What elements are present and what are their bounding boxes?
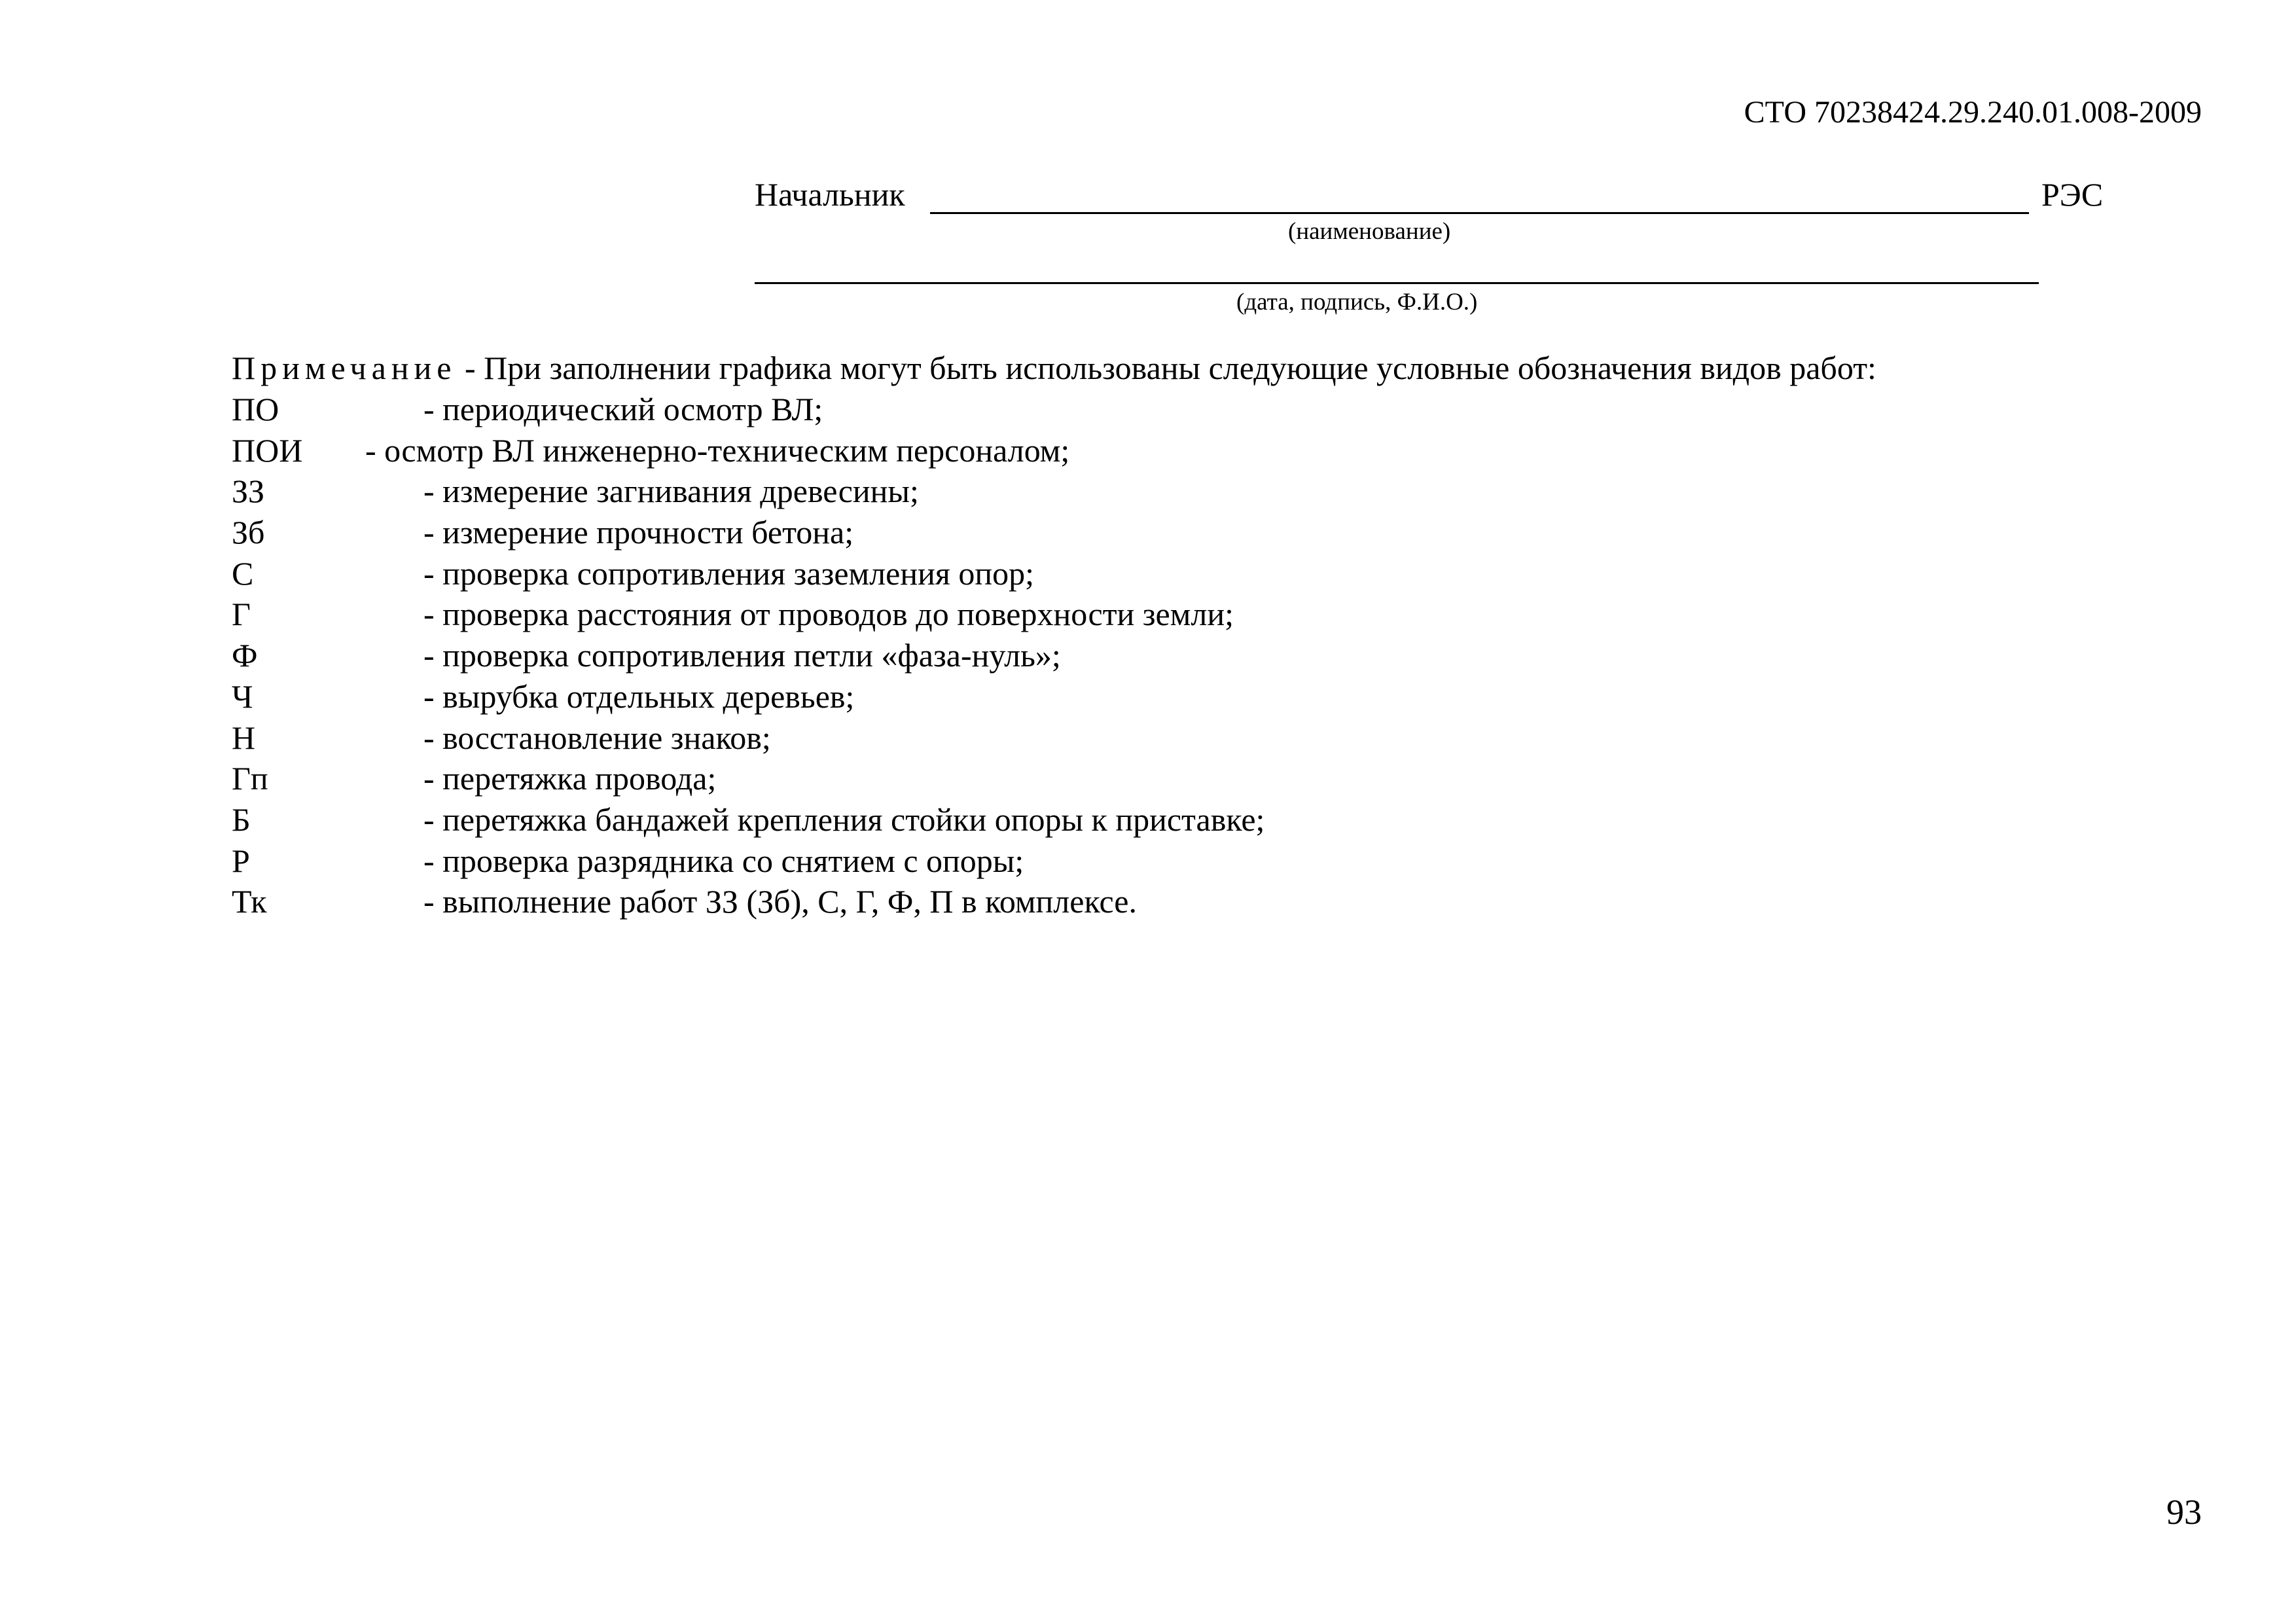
legend-description: - вырубка отдельных деревьев; xyxy=(423,677,855,715)
name-caption: (наименование) xyxy=(1288,218,1451,245)
signature-blank-line xyxy=(755,282,2039,284)
legend-code: Б xyxy=(232,801,251,838)
legend-code: Зб xyxy=(232,514,265,551)
legend-description: - перетяжка бандажей крепления стойки опоры к приставке; xyxy=(423,801,1265,838)
legend-code: Н xyxy=(232,719,256,756)
legend-item xyxy=(232,721,2130,763)
chief-signature-row xyxy=(755,178,2109,217)
work-type-legend xyxy=(232,393,2130,926)
legend-description: - измерение загнивания древесины; xyxy=(423,473,919,510)
legend-code: Тк xyxy=(232,883,267,920)
legend-code: ПО xyxy=(232,391,279,427)
res-label: РЭС xyxy=(2041,176,2104,213)
legend-item xyxy=(232,762,2130,803)
legend-code: Гп xyxy=(232,760,268,797)
document-code: СТО 70238424.29.240.01.008-2009 xyxy=(1744,95,2202,130)
legend-item xyxy=(232,677,2130,721)
legend-description: - осмотр ВЛ инженерно-техническим персоналом; xyxy=(365,431,1070,469)
legend-code: Р xyxy=(232,842,250,879)
legend-item xyxy=(232,844,2130,886)
legend-code: ЗЗ xyxy=(232,473,265,510)
legend-item xyxy=(232,516,2130,557)
legend-item xyxy=(232,639,2130,680)
legend-description: - выполнение работ ЗЗ (Зб), С, Г, Ф, П в комплексе. xyxy=(423,883,1137,920)
legend-code: Г xyxy=(232,596,251,633)
legend-description: - периодический осмотр ВЛ; xyxy=(423,391,823,427)
legend-code: С xyxy=(232,554,254,592)
res-name-blank-line xyxy=(930,212,2029,214)
legend-item xyxy=(232,803,2130,844)
legend-description: - проверка сопротивления петли «фаза-нуль»; xyxy=(423,637,1061,674)
legend-code: ПОИ xyxy=(232,431,303,469)
note-paragraph xyxy=(232,352,1876,384)
legend-item xyxy=(232,393,2130,434)
legend-description: - перетяжка провода; xyxy=(423,760,717,797)
legend-item xyxy=(232,885,2130,926)
legend-description: - проверка разрядника со снятием с опоры; xyxy=(423,842,1024,879)
chief-label: Начальник xyxy=(755,176,905,213)
legend-description: - проверка сопротивления заземления опор; xyxy=(423,554,1034,592)
legend-item xyxy=(232,475,2130,516)
legend-item xyxy=(232,598,2130,639)
note-title: Примечание xyxy=(232,350,457,386)
legend-description: - измерение прочности бетона; xyxy=(423,514,854,551)
legend-item xyxy=(232,554,2130,598)
legend-description: - проверка расстояния от проводов до поверхности земли; xyxy=(423,596,1234,633)
legend-code: Ф xyxy=(232,637,258,674)
signature-caption: (дата, подпись, Ф.И.О.) xyxy=(1236,289,1478,316)
legend-description: - восстановление знаков; xyxy=(423,719,771,756)
legend-code: Ч xyxy=(232,677,253,715)
page-number: 93 xyxy=(2166,1492,2202,1532)
note-text: - При заполнении графика могут быть использованы следующие условные обозначения видов работ: xyxy=(465,350,1876,386)
legend-item xyxy=(232,431,2130,475)
